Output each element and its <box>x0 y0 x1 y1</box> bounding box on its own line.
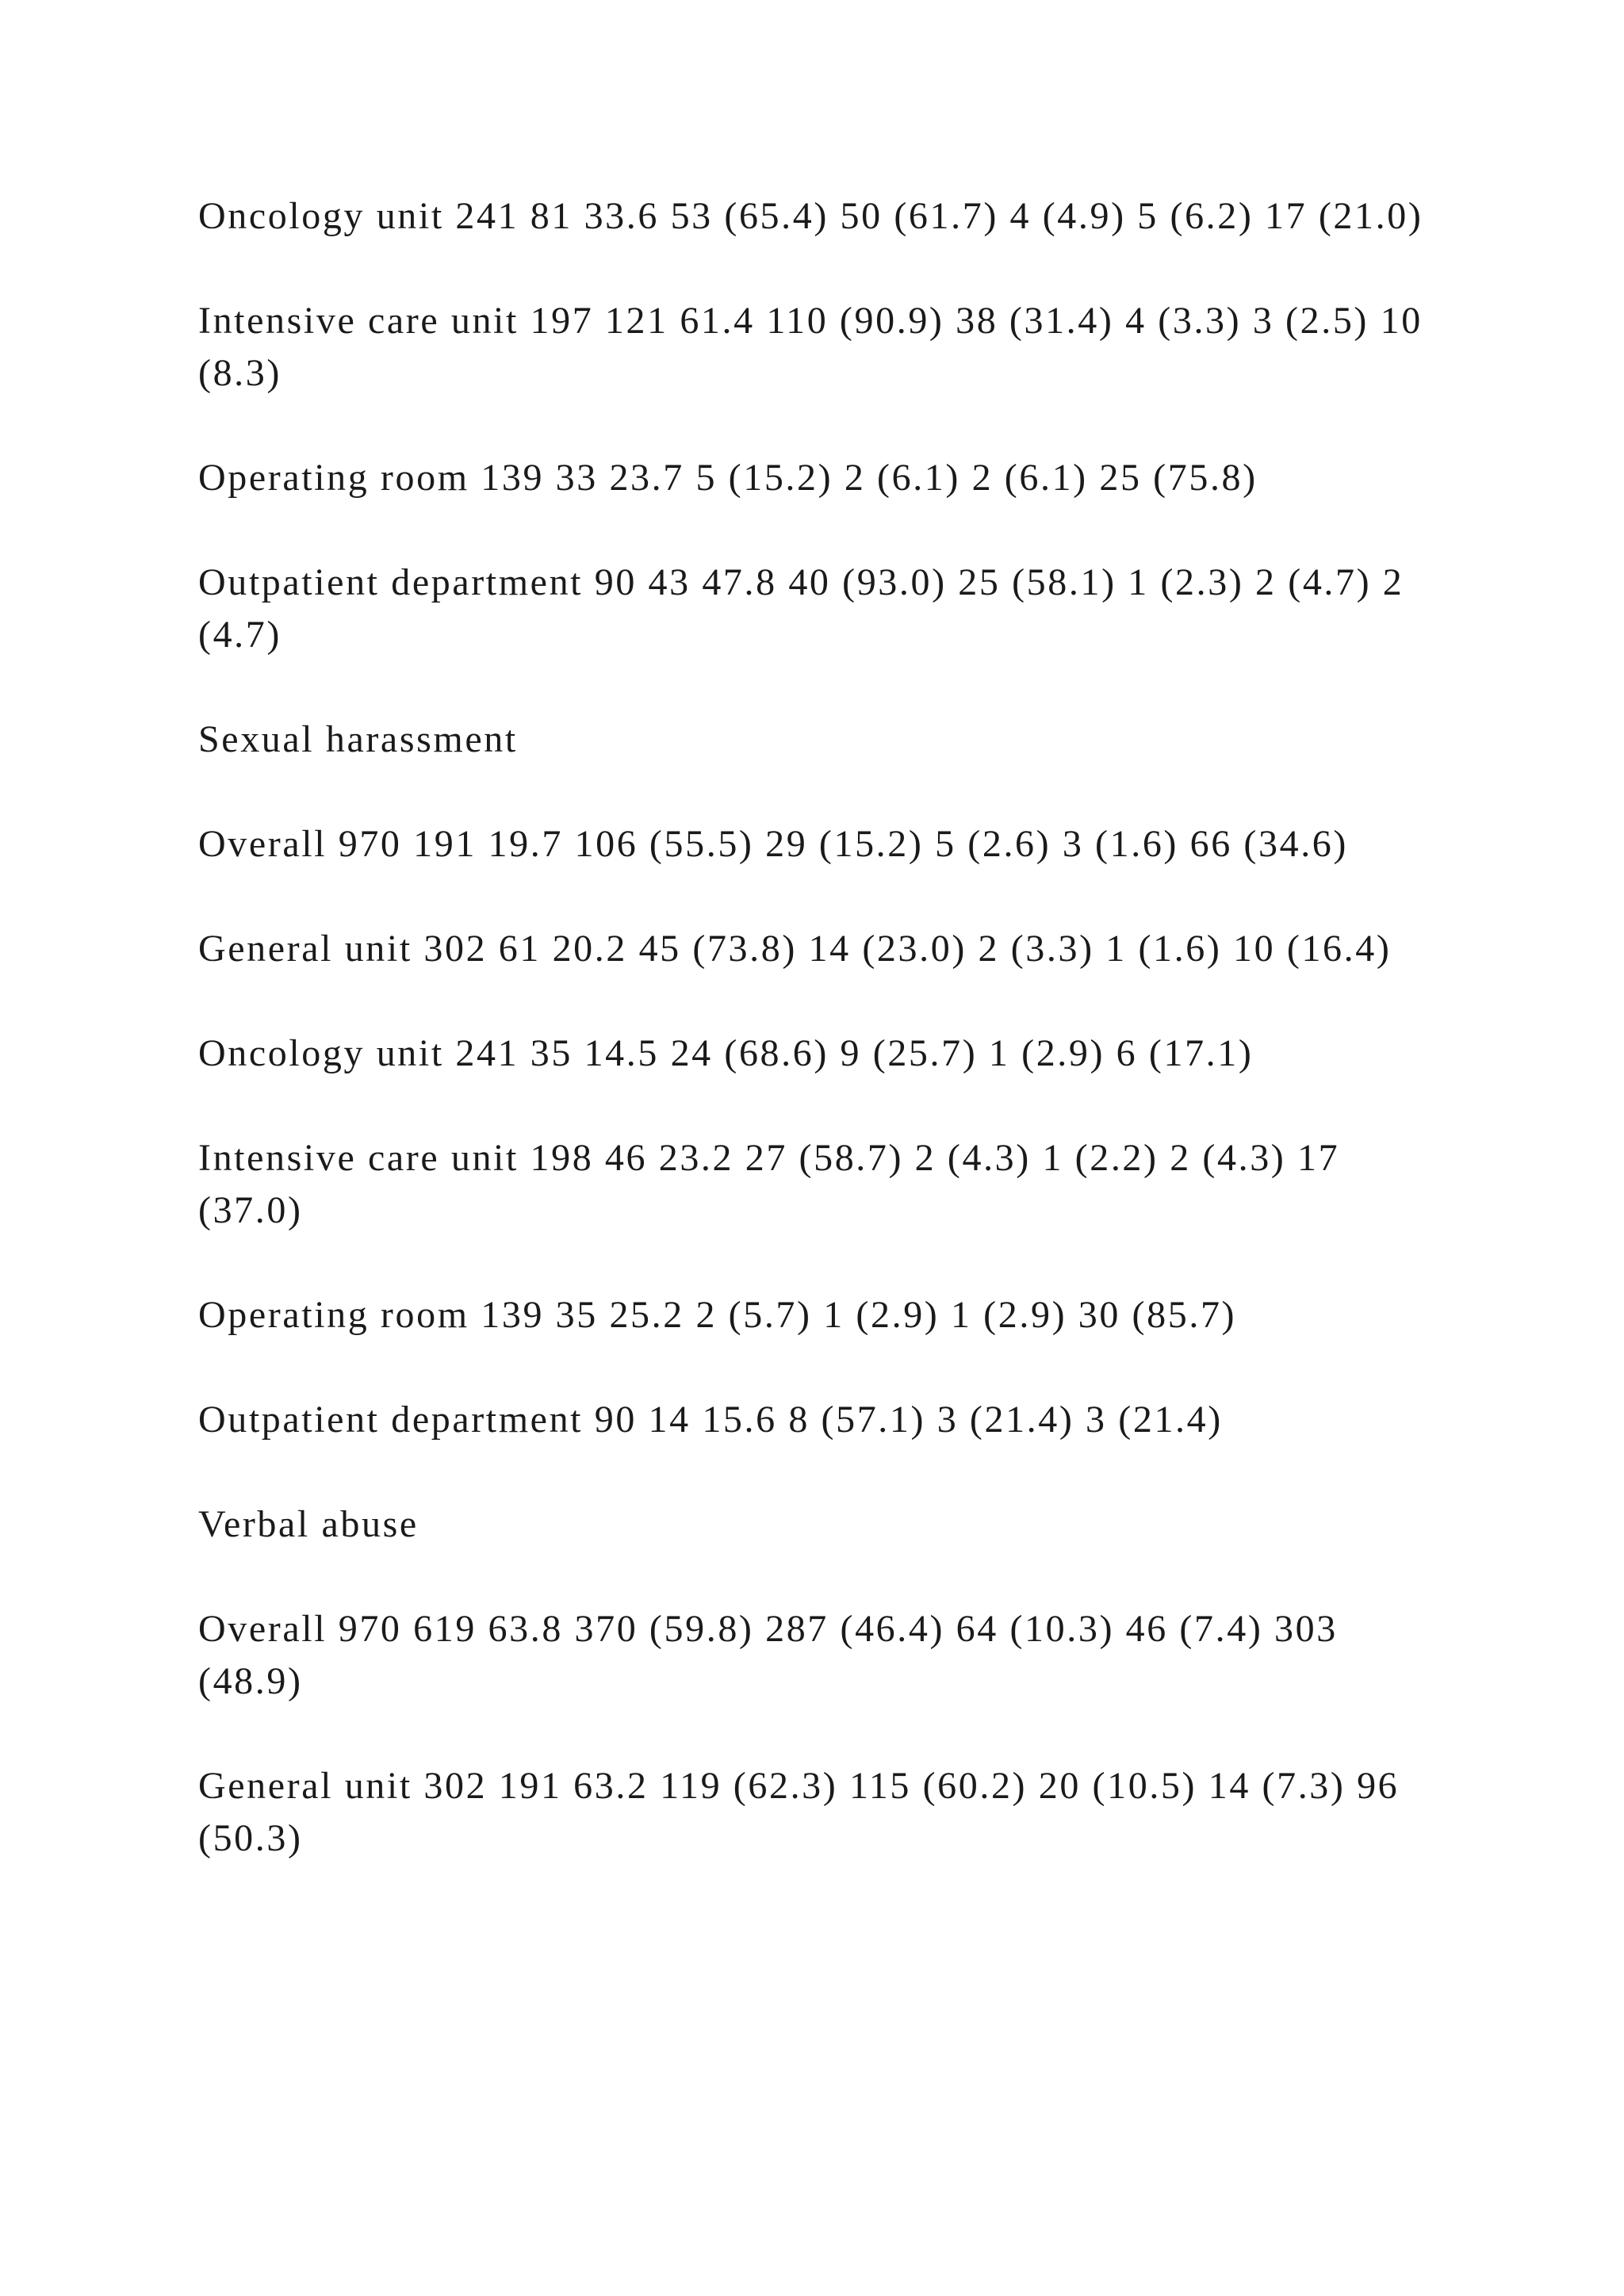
section-heading-verbal-abuse: Verbal abuse <box>198 1503 419 1545</box>
table-row-intensive-care-unit: Intensive care unit 198 46 23.2 27 (58.7) 2 (4.3) 1 (2.2) 2 (4.3) 17 (37.0) <box>198 1137 1340 1231</box>
table-row-intensive-care-unit: Intensive care unit 197 121 61.4 110 (90.9) 38 (31.4) 4 (3.3) 3 (2.5) 10 (8.3) <box>198 300 1423 394</box>
table-row-overall: Overall 970 619 63.8 370 (59.8) 287 (46.4) 64 (10.3) 46 (7.4) 303 (48.9) <box>198 1608 1338 1702</box>
table-row-general-unit: General unit 302 61 20.2 45 (73.8) 14 (23.0) 2 (3.3) 1 (1.6) 10 (16.4) <box>198 928 1392 970</box>
table-row-oncology-unit: Oncology unit 241 81 33.6 53 (65.4) 50 (61.7) 4 (4.9) 5 (6.2) 17 (21.0) <box>198 195 1423 237</box>
table-row-operating-room: Operating room 139 35 25.2 2 (5.7) 1 (2.9) 1 (2.9) 30 (85.7) <box>198 1294 1237 1336</box>
table-row-general-unit: General unit 302 191 63.2 119 (62.3) 115 (60.2) 20 (10.5) 14 (7.3) 96 (50.3) <box>198 1765 1400 1859</box>
table-row-outpatient-department: Outpatient department 90 14 15.6 8 (57.1) 3 (21.4) 3 (21.4) <box>198 1399 1223 1441</box>
table-row-overall: Overall 970 191 19.7 106 (55.5) 29 (15.2) 5 (2.6) 3 (1.6) 66 (34.6) <box>198 823 1348 865</box>
section-heading-sexual-harassment: Sexual harassment <box>198 718 518 760</box>
table-row-oncology-unit: Oncology unit 241 35 14.5 24 (68.6) 9 (25.7) 1 (2.9) 6 (17.1) <box>198 1032 1254 1074</box>
document-body <box>198 190 1451 1917</box>
table-row-outpatient-department: Outpatient department 90 43 47.8 40 (93.0) 25 (58.1) 1 (2.3) 2 (4.7) 2 (4.7) <box>198 561 1404 656</box>
table-row-operating-room: Operating room 139 33 23.7 5 (15.2) 2 (6.1) 2 (6.1) 25 (75.8) <box>198 457 1258 499</box>
